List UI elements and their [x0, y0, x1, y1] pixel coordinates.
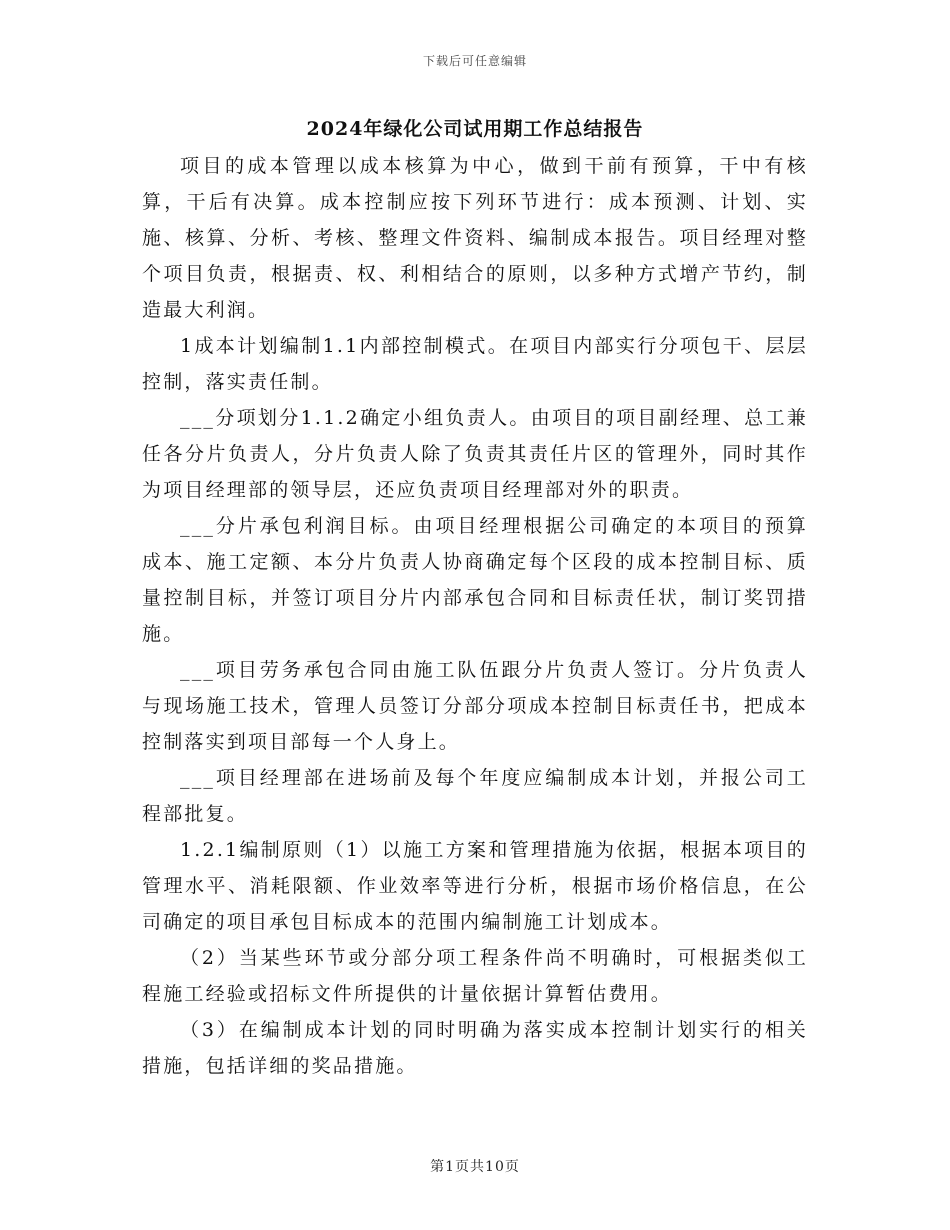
paragraph: ___项目经理部在进场前及每个年度应编制成本计划，并报公司工程部批复。: [142, 767, 808, 825]
paragraph: ___分片承包利润目标。由项目经理根据公司确定的本项目的预算成本、施工定额、本分片负责人协商确定每个区段的成本控制目标、质量控制目标，并签订项目分片内部承包合同和目标责任状，制订奖罚措施。: [142, 515, 808, 645]
paragraph: （2）当某些环节或分部分项工程条件尚不明确时，可根据类似工程施工经验或招标文件所提供的计量依据计算暂估费用。: [142, 947, 808, 1005]
paragraph: ___分项划分1.1.2确定小组负责人。由项目的项目副经理、总工兼任各分片负责人，分片负责人除了负责其责任片区的管理外，同时其作为项目经理部的领导层，还应负责项目经理部对外的职责。: [142, 407, 808, 501]
document-body: [142, 148, 808, 1084]
document-title: 2024年绿化公司试用期工作总结报告: [306, 118, 644, 140]
paragraph: ___项目劳务承包合同由施工队伍跟分片负责人签订。分片负责人与现场施工技术，管理人员签订分部分项成本控制目标责任书，把成本控制落实到项目部每一个人身上。: [142, 659, 808, 753]
paragraph: （3）在编制成本计划的同时明确为落实成本控制计划实行的相关措施，包括详细的奖品措施。: [142, 1019, 808, 1077]
paragraph: 1.2.1编制原则（1）以施工方案和管理措施为依据，根据本项目的管理水平、消耗限额、作业效率等进行分析，根据市场价格信息，在公司确定的项目承包目标成本的范围内编制施工计划成本。: [142, 839, 808, 933]
page-number: 第1页共10页: [430, 1159, 520, 1175]
paragraph: 1成本计划编制1.1内部控制模式。在项目内部实行分项包干、层层控制，落实责任制。: [142, 335, 808, 393]
paragraph: 项目的成本管理以成本核算为中心，做到干前有预算，干中有核算，干后有决算。成本控制应按下列环节进行：成本预测、计划、实施、核算、分析、考核、整理文件资料、编制成本报告。项目经理对整个项目负责，根据责、权、利相结合的原则，以多种方式增产节约，制造最大利润。: [142, 155, 808, 321]
page-header: 下载后可任意编辑: [422, 54, 527, 68]
